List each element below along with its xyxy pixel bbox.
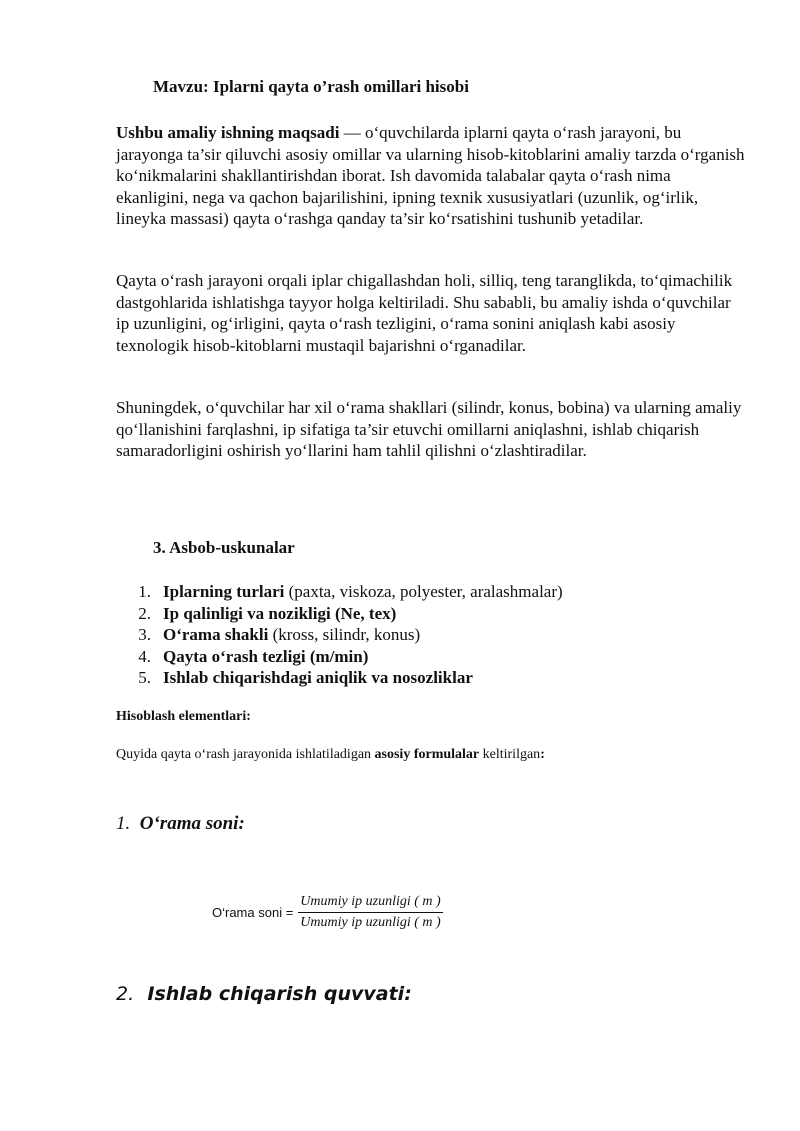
list-item bbox=[116, 667, 563, 689]
list-item bbox=[116, 603, 563, 625]
list-item-bold: Ishlab chiqarishdagi aniqlik va nosozliklar bbox=[163, 668, 473, 688]
formula-1-equation bbox=[212, 894, 443, 931]
list-item-number: 4. bbox=[138, 646, 151, 666]
formula-2-heading bbox=[116, 983, 412, 1005]
document-title: Mavzu: Iplarni qayta o’rash omillari hisobi bbox=[153, 77, 469, 96]
paragraph-process: Qayta o‘rash jarayoni orqali iplar chigallashdan holi, silliq, teng taranglikda, to‘qimachilik dastgohlarida ishlatishga tayyor holga keltiriladi. Shu sababli, bu amaliy ishda o‘quvchilar ip uzunligini, og‘irligini, qayta o‘rash tezligini, o‘rama sonini aniqlash kabi asosiy texnologik hisob-kitoblarni mustaqil bajarishni o‘rganadilar. bbox=[116, 271, 733, 355]
paragraph-shapes: Shuningdek, o‘quvchilar har xil o‘rama shakllari (silindr, konus, bobina) va ularning amaliy qo‘llanishini farqlashni, ip sifatiga ta’sir etuvchi omillarni aniqlashni, ishlab chiqarish samaradorligini oshirish yo‘llarini ham tahlil qilishni o‘zlashtiradilar. bbox=[116, 398, 742, 461]
intro-after: keltirilgan bbox=[479, 747, 541, 762]
section-title: Asbob-uskunalar bbox=[169, 538, 295, 557]
list-item-number: 2. bbox=[138, 603, 151, 623]
list-item bbox=[116, 646, 563, 668]
purpose-lead: Ushbu amaliy ishning maqsadi bbox=[116, 123, 340, 142]
intro-bold: asosiy formulalar bbox=[374, 747, 480, 762]
formula-1-number: 1. bbox=[116, 813, 131, 834]
list-item bbox=[116, 581, 563, 603]
list-item-normal: (kross, silindr, konus) bbox=[268, 625, 421, 645]
formula-1-denominator: Umumiy ip uzunligi ( m ) bbox=[300, 915, 441, 930]
list-item-bold: Ip qalinligi va nozikligi (Ne, tex) bbox=[163, 603, 397, 623]
formula-2-number: 2. bbox=[116, 983, 135, 1005]
formula-1-heading bbox=[116, 813, 245, 835]
section-heading-equipment bbox=[153, 538, 295, 558]
formulas-intro bbox=[116, 747, 545, 763]
formula-1-numerator: Umumiy ip uzunligi ( m ) bbox=[298, 894, 442, 913]
formula-2-title: Ishlab chiqarish quvvati: bbox=[147, 983, 412, 1005]
intro-colon: : bbox=[540, 747, 545, 762]
list-item-bold: Qayta o‘rash tezligi (m/min) bbox=[163, 646, 369, 666]
formula-1-title: O‘rama soni: bbox=[139, 813, 245, 834]
list-item-normal: (paxta, viskoza, polyester, aralashmalar) bbox=[284, 582, 563, 601]
section-number: 3. bbox=[153, 538, 166, 557]
purpose-text: — o‘quvchilarda iplarni qayta o‘rash jarayoni, bu jarayonga ta’sir qiluvchi asosiy omillar va ularning hisob-kitoblarini amaliy tarzda o‘rganish ko‘nikmalarini shakllantirishdan iborat. Ish davomida talabalar qayta o‘rash nima ekanligini, nega va qachon bajarilishini, ipning texnik xususiyatlari (uzunlik, og‘irlik, lineyka massasi) qayta o‘rashga qanday ta’sir ko‘rsatishini tushunib yetadilar. bbox=[116, 123, 745, 229]
list-item-bold: O‘rama shakli bbox=[163, 625, 269, 645]
list-item bbox=[116, 624, 563, 646]
list-item-number: 1. bbox=[138, 582, 151, 601]
list-item-bold: Iplarning turlari bbox=[163, 582, 285, 601]
list-item-number: 3. bbox=[138, 625, 151, 645]
calc-elements-heading: Hisoblash elementlari: bbox=[116, 709, 251, 724]
formula-1-lhs: O‘rama soni = bbox=[212, 905, 294, 920]
equipment-list bbox=[116, 581, 563, 689]
list-item-number: 5. bbox=[138, 668, 151, 688]
intro-before: Quyida qayta o‘rash jarayonida ishlatiladigan bbox=[116, 747, 375, 762]
paragraph-purpose bbox=[116, 122, 746, 230]
formula-1-fraction bbox=[298, 894, 442, 931]
